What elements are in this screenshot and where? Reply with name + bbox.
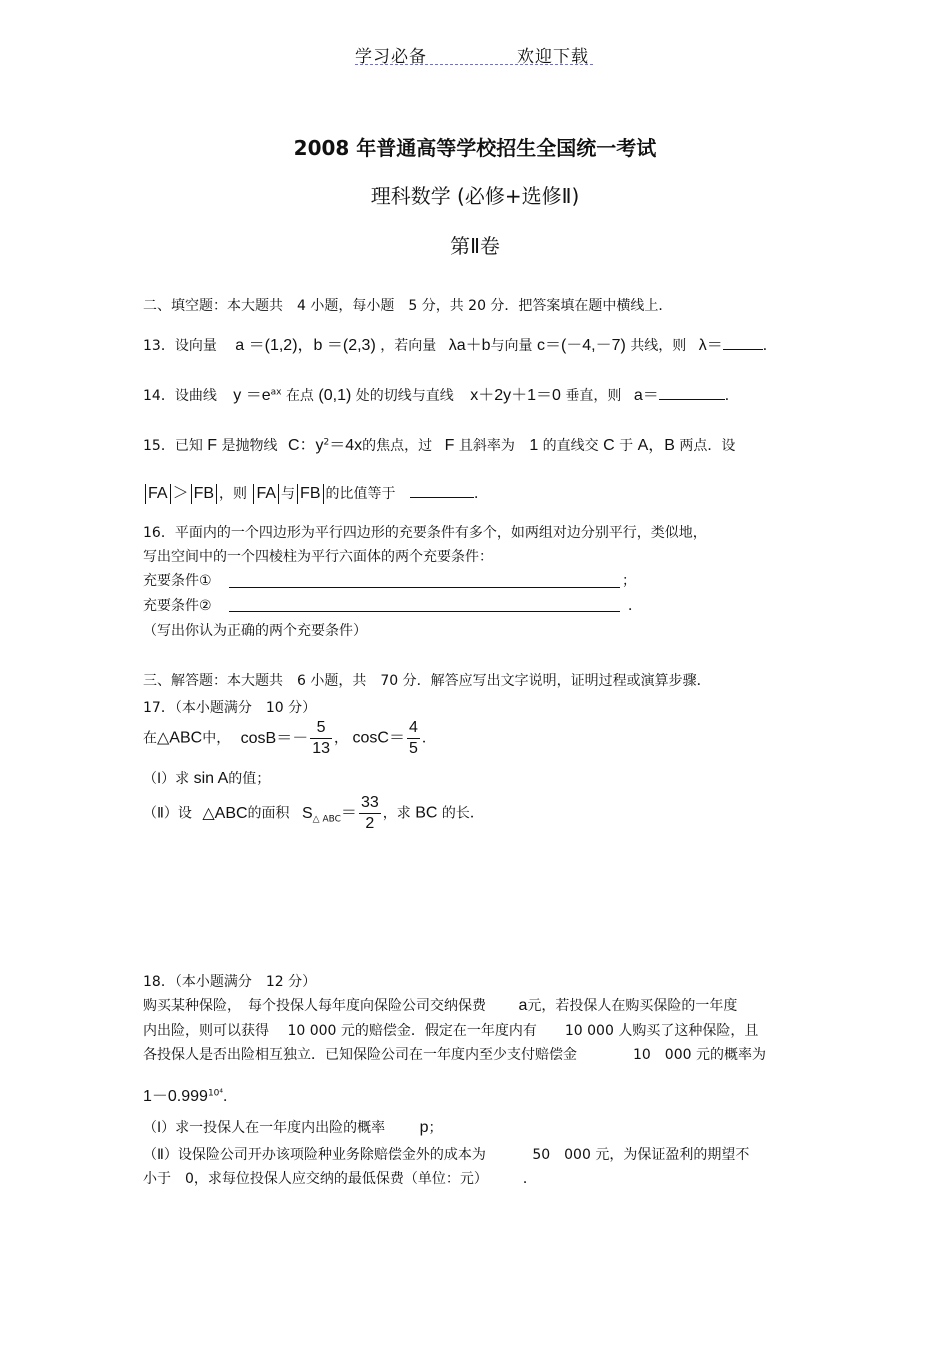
question-13 (143, 332, 777, 355)
q17-frac-cosB: $\frac{5}{13}$ (312, 719, 331, 757)
q18-p: p (419, 1119, 429, 1136)
q14-text: 14．设曲线 (143, 388, 217, 404)
q15-text7: 两点．设 (679, 438, 736, 454)
q17-text: 在 (143, 730, 157, 747)
q14-curve: y ＝e (233, 387, 271, 404)
q15-end: ． (473, 486, 488, 502)
q14-end: ． (724, 388, 739, 404)
q18-end: ． (223, 1089, 238, 1105)
q18-title: 18．（本小题满分 12 分） (143, 974, 317, 990)
q15-FB: FB (193, 485, 215, 502)
q18-line4 (143, 1083, 237, 1106)
q13-end: ． (762, 338, 777, 354)
q17-text2: 中， (202, 730, 231, 747)
q15-text2: 是抛物线 (221, 438, 278, 454)
q17-triangle: △ABC (157, 729, 203, 747)
q14-text3: 处的切线与直线 (355, 388, 454, 404)
q18-p1-text: （Ⅰ）求一投保人在一年度内出险的概率 (143, 1120, 386, 1136)
q17-triangle2: △ABC (202, 804, 248, 822)
header-left: 学习必备 (355, 47, 427, 67)
q17-part2 (143, 793, 484, 834)
q13-text2: ，若向量 (380, 338, 437, 354)
q17-cosC: cosC＝ (352, 729, 405, 747)
q18-text2: 元，若投保人在购买保险的一年度 (527, 998, 738, 1014)
q15-text4: 且斜率为 (458, 438, 515, 454)
q16-line1: 16．平面内的一个四边形为平行四边形的充要条件有多个，如两组对边分别平行，类似地， (143, 525, 707, 541)
q18-part2-line2: 小于 0，求每位投保人应交纳的最低保费（单位：元） ． (143, 1171, 537, 1187)
q14-point: (0,1) (318, 387, 352, 404)
q16-cond2-label: 充要条件② (143, 598, 212, 614)
q18-expr: 1－0.999 (143, 1088, 208, 1105)
q15-text3: 的焦点，过 (362, 438, 433, 454)
q16-cond1-end: ； (622, 573, 636, 589)
question-14 (143, 382, 739, 405)
q15-text9: 与 (281, 486, 296, 502)
q15-parabola: C：y (287, 437, 324, 454)
q17-p1-text2: 的值； (228, 771, 271, 787)
q17-part1 (143, 768, 270, 788)
q15-FA: FA (148, 485, 168, 502)
q16-cond2-end: ． (628, 598, 642, 614)
q17-p2-text2: 的面积 (247, 805, 290, 822)
q18-p1-end: ； (428, 1120, 443, 1136)
q17-comma: ， (334, 730, 349, 747)
q15-text6: 于 (619, 438, 634, 454)
header-divider (355, 64, 593, 65)
q18-line1 (143, 995, 737, 1015)
q18-part2-line1: （Ⅱ）设保险公司开办该项险种业务除赔偿金外的成本为 50 000 元，为保证盈利的期望不 (143, 1147, 750, 1163)
q18-exponent: 10⁴ (207, 1088, 224, 1099)
q13-text4: 共线，则 (630, 338, 687, 354)
q16-cond1-label: 充要条件① (143, 573, 212, 589)
q18-text: 购买某种保险， 每个投保人每年度向保险公司交纳保费 (143, 998, 486, 1014)
q15-text10: 的比值等于 (325, 486, 396, 502)
q15-rhs: ＝4x (329, 437, 363, 454)
q17-BC: BC (415, 804, 438, 822)
q13-lambda: λ＝ (698, 337, 723, 354)
cond2-answer-line[interactable] (229, 611, 620, 612)
q15-text5: 的直线交 (542, 438, 599, 454)
cond1-answer-line[interactable] (229, 587, 620, 588)
q13-text3: 与向量 (490, 338, 533, 354)
q15-F: F (207, 437, 218, 454)
q17-p2-text: （Ⅱ）设 (143, 805, 192, 822)
q17-end: ． (421, 730, 436, 747)
q16-note: （写出你认为正确的两个充要条件） (143, 623, 367, 639)
q17-S-sub: △ ABC (312, 814, 341, 825)
q17-S: S (302, 804, 313, 822)
q18-a: a (518, 997, 528, 1014)
q15-F2: F (444, 437, 455, 454)
q16-line2: 写出空间中的一个四棱柱为平行六面体的两个充要条件： (143, 549, 493, 565)
header-right: 欢迎下载 (517, 47, 589, 67)
q15-exponent: 2 (323, 437, 330, 448)
q15-AB: A，B (637, 437, 675, 454)
section3-heading: 三、解答题：本大题共 6 小题，共 70 分．解答应写出文字说明，证明过程或演算步骤． (143, 673, 711, 689)
question-15-line2 (143, 480, 488, 504)
answer-blank[interactable] (659, 398, 725, 400)
exam-title: 2008 年普通高等学校招生全国统一考试 (293, 136, 657, 160)
q18-line2: 内出险，则可以获得 10 000 元的赔偿金．假定在一年度内有 10 000 人购买了这种保险，且 (143, 1023, 759, 1039)
q18-line3: 各投保人是否出险相互独立．已知保险公司在一年度内至少支付赔偿金 10 000 元的概率为 (143, 1047, 766, 1063)
question-15 (143, 432, 735, 455)
q18-part1 (143, 1117, 443, 1137)
q17-cosB: cosB＝－ (240, 729, 309, 747)
volume-title: 第Ⅱ卷 (450, 234, 500, 258)
q14-text4: 垂直，则 (565, 388, 622, 404)
q17-frac-area: $\frac{33}{2}$ (360, 794, 379, 832)
q15-text: 15．已知 (143, 438, 203, 454)
section2-heading: 二、填空题：本大题共 4 小题，每小题 5 分，共 20 分．把答案填在题中横线上． (143, 298, 673, 314)
exam-subtitle: 理科数学 (必修+选修Ⅱ) (370, 184, 580, 208)
q17-eq: ＝ (340, 804, 357, 822)
q13-vector-c: c＝(－4,－7) (536, 337, 626, 354)
q14-a: a＝ (633, 387, 659, 404)
q15-FB2: FB (300, 485, 321, 502)
q14-text2: 在点 (285, 388, 314, 404)
q14-exponent: ax (270, 387, 282, 398)
q13-expr: λa＋b (448, 337, 491, 354)
q17-given (143, 718, 436, 759)
q15-C: C (603, 437, 615, 454)
q17-p2-text3: ，求 (382, 805, 411, 822)
q17-sinA: sin A (193, 770, 229, 787)
q15-text8: ，则 (219, 486, 248, 502)
answer-blank[interactable] (723, 348, 763, 350)
q15-gt: ＞ (172, 485, 189, 502)
q17-p1-text: （Ⅰ）求 (143, 771, 190, 787)
q13-text: 13．设向量 (143, 338, 217, 354)
q17-frac-cosC: $\frac{4}{5}$ (408, 719, 418, 757)
q17-title: 17．（本小题满分 10 分） (143, 700, 317, 716)
answer-blank[interactable] (410, 496, 474, 498)
q15-slope: 1 (529, 437, 539, 454)
q15-FA2: FA (256, 485, 277, 502)
q13-vectors: a ＝(1,2)，b ＝(2,3) (235, 337, 376, 354)
q14-line: x＋2y＋1＝0 (470, 387, 561, 404)
q17-p2-text4: 的长． (441, 805, 484, 822)
